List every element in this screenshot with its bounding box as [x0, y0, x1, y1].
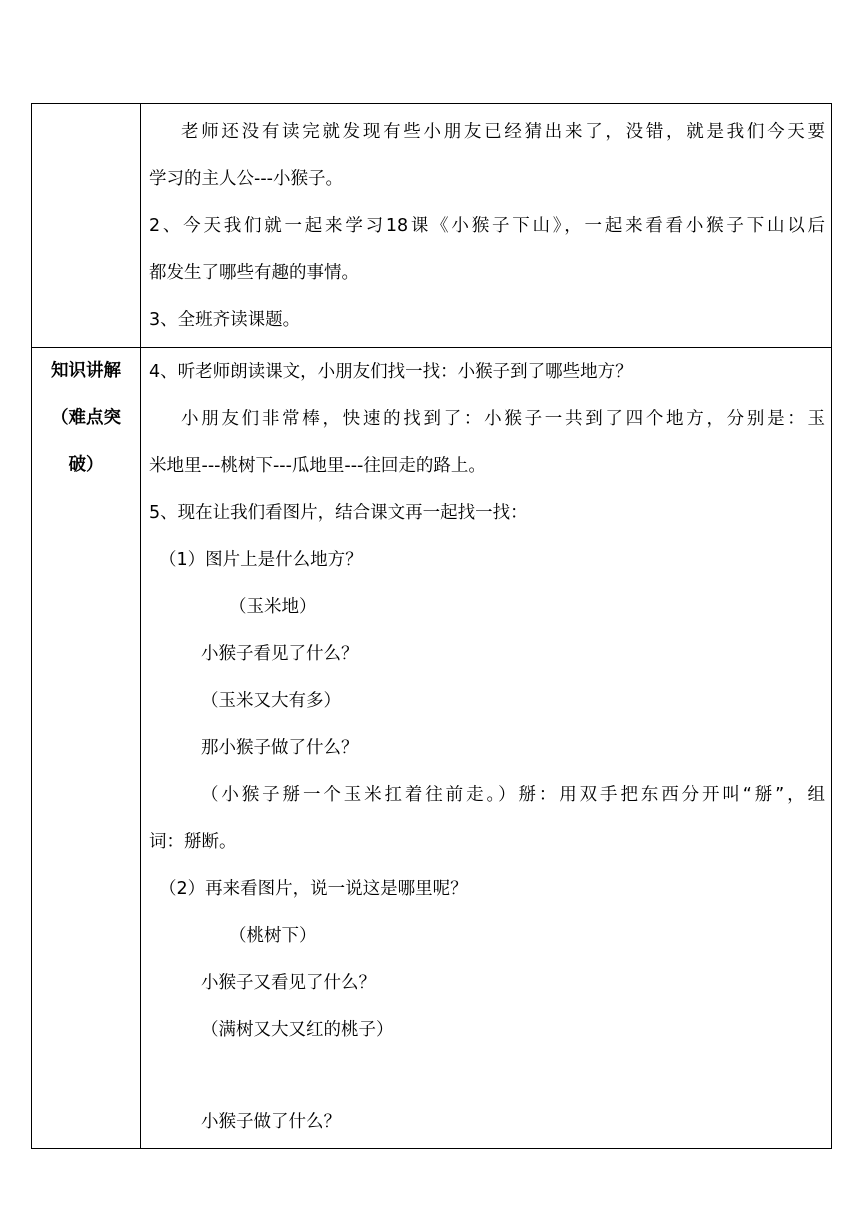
paragraph-line: 4、听老师朗读课文，小朋友们找一找：小猴子到了哪些地方？ — [149, 362, 633, 382]
content-cell — [141, 348, 832, 1149]
section-label-line: 破） — [68, 455, 104, 475]
section-label-line: 知识讲解 — [51, 361, 121, 381]
paragraph-line: 那小猴子做了什么？ — [201, 738, 359, 758]
paragraph-line: 5、现在让我们看图片，结合课文再一起找一找： — [149, 503, 528, 523]
paragraph-line: 都发生了哪些有趣的事情。 — [149, 263, 359, 283]
paragraph-line: （桃树下） — [229, 926, 317, 946]
paragraph-line: 词：掰断。 — [149, 832, 237, 852]
lesson-table — [31, 103, 832, 1149]
paragraph-line: 学习的主人公---小猴子。 — [149, 169, 343, 189]
paragraph-line: 小猴子看见了什么？ — [201, 644, 359, 664]
paragraph-line: 老师还没有读完就发现有些小朋友已经猜出来了，没错，就是我们今天要 — [181, 122, 825, 142]
paragraph-line: 小猴子又看见了什么？ — [201, 973, 376, 993]
paragraph-line: （2）再来看图片，说一说这是哪里呢？ — [159, 879, 468, 899]
paragraph-line: 3、全班齐读课题。 — [149, 310, 301, 330]
paragraph-line: （满树又大又红的桃子） — [201, 1020, 394, 1040]
paragraph-line: 小猴子做了什么？ — [201, 1112, 341, 1132]
paragraph-line: （玉米地） — [229, 597, 317, 617]
paragraph-line: （玉米又大有多） — [201, 691, 341, 711]
empty-label-cell — [32, 104, 141, 348]
paragraph-line: 小朋友们非常棒，快速的找到了：小猴子一共到了四个地方，分别是：玉 — [181, 409, 825, 429]
table-row — [32, 348, 832, 1149]
paragraph-line: （1）图片上是什么地方？ — [159, 550, 363, 570]
content-cell — [141, 104, 832, 348]
paragraph-line: 米地里---桃树下---瓜地里---往回走的路上。 — [149, 456, 486, 476]
section-label-cell — [32, 348, 141, 1149]
blank-line — [141, 1054, 831, 1099]
paragraph-line: 2、今天我们就一起来学习18课《小猴子下山》，一起来看看小猴子下山以后 — [149, 216, 825, 236]
section-label-line: （难点突 — [51, 408, 121, 428]
table-row — [32, 104, 832, 348]
paragraph-line: （小猴子掰一个玉米扛着往前走。）掰：用双手把东西分开叫“掰”，组 — [201, 785, 825, 805]
